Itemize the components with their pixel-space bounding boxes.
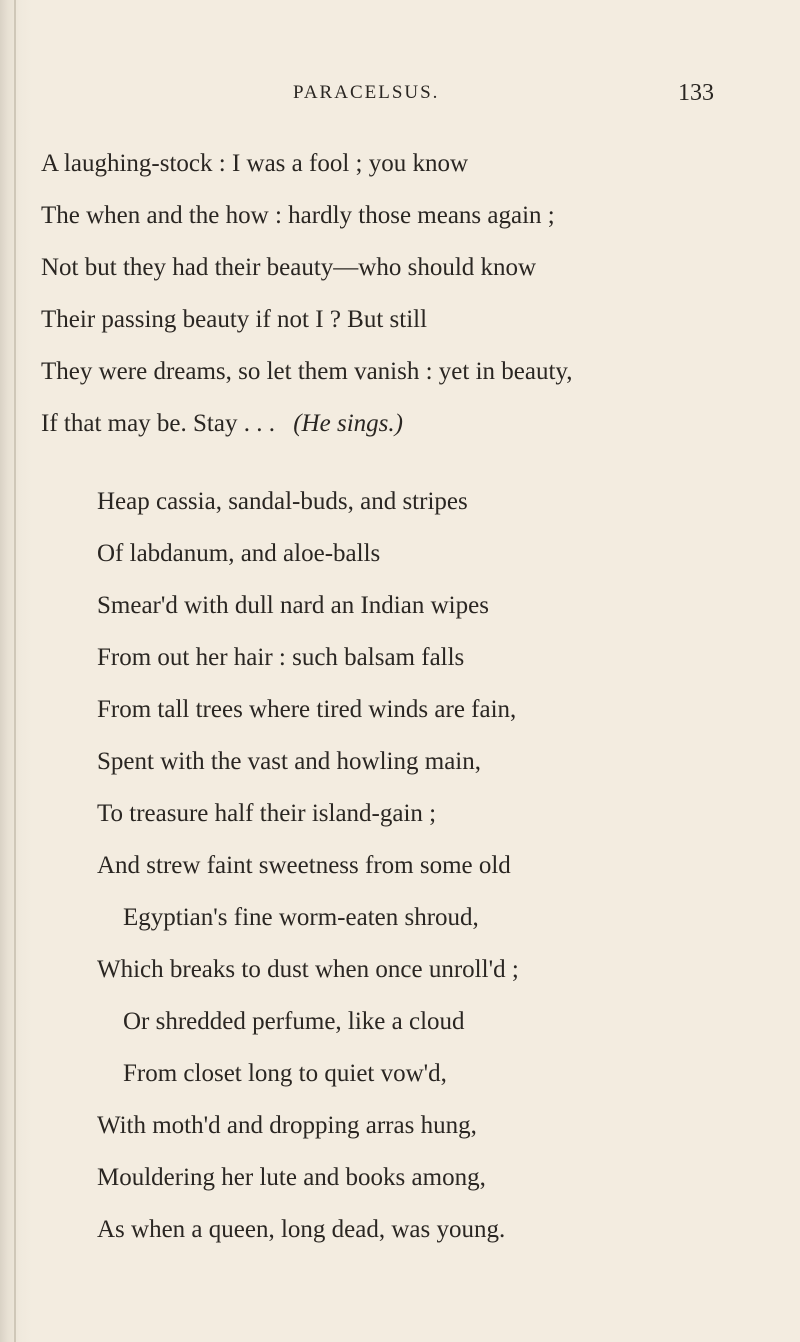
verse-line-with-direction [41,406,403,442]
page-number: 133 [678,80,714,106]
song-line: Or shredded perfume, like a cloud [123,1008,465,1035]
song-line: Spent with the vast and howling main, [97,748,481,775]
song-line: Which breaks to dust when once unroll'd ; [97,956,519,983]
song-line: Mouldering her lute and books among, [97,1164,486,1191]
stage-direction: (He sings.) [293,410,403,437]
page-header [0,78,800,108]
song-line: Smear'd with dull nard an Indian wipes [97,592,489,619]
verse-line: The when and the how : hardly those means again ; [41,202,555,229]
song-line: Egyptian's fine worm-eaten shroud, [123,904,479,931]
song-line: From closet long to quiet vow'd, [123,1060,447,1087]
running-title: PARACELSUS. [293,82,440,103]
song-line: From tall trees where tired winds are fain, [97,696,517,723]
verse-line-text: If that may be. Stay . . . [41,410,275,437]
song-line: As when a queen, long dead, was young. [97,1216,506,1243]
song-line: From out her hair : such balsam falls [97,644,465,671]
verse-line: They were dreams, so let them vanish : yet in beauty, [41,358,573,385]
page-gutter [0,0,32,1342]
song-line: Of labdanum, and aloe-balls [97,540,381,567]
song-line: And strew faint sweetness from some old [97,852,511,879]
song-line: Heap cassia, sandal-buds, and stripes [97,488,468,515]
verse-line: Not but they had their beauty—who should know [41,254,537,281]
song-line: With moth'd and dropping arras hung, [97,1112,477,1139]
verse-line: A laughing-stock : I was a fool ; you know [41,150,469,177]
song-line: To treasure half their island-gain ; [97,800,437,827]
binding-edge [14,0,16,1342]
verse-line: Their passing beauty if not I ? But still [41,306,428,333]
